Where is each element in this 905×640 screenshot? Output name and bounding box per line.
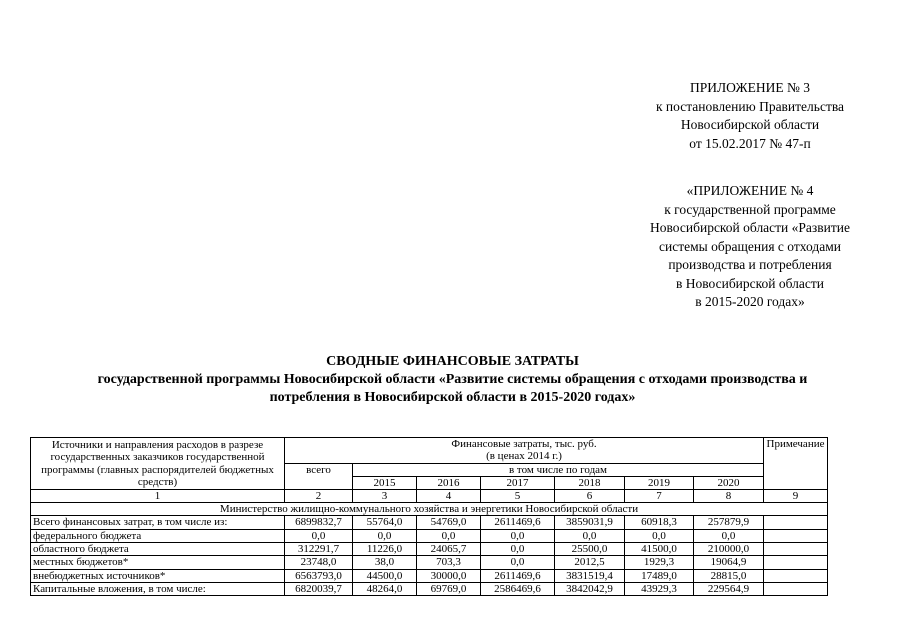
total-column-header: всего [285,463,353,490]
year-header: 2020 [694,476,764,489]
year-2019-cell: 17489,0 [625,569,694,582]
appendix-3-line: Новосибирской области [680,117,820,132]
column-number: 1 [31,490,285,503]
total-cell: 6899832,7 [285,516,353,529]
note-cell [764,569,828,582]
year-header: 2017 [481,476,555,489]
year-2019-cell: 41500,0 [625,543,694,556]
year-header: 2019 [625,476,694,489]
note-cell [764,556,828,569]
total-cell: 6820039,7 [285,582,353,595]
year-2018-cell: 3831519,4 [555,569,625,582]
year-2015-cell: 11226,0 [353,543,417,556]
total-cell: 0,0 [285,529,353,542]
year-2018-cell: 2012,5 [555,556,625,569]
appendix-4-line: в Новосибирской области [675,275,825,291]
table-body [31,516,828,596]
year-2017-cell: 2611469,6 [481,569,555,582]
year-2020-cell: 28815,0 [694,569,764,582]
title-line-1: СВОДНЫЕ ФИНАНСОВЫЕ ЗАТРАТЫ [326,354,579,369]
year-2018-cell: 3842042,9 [555,582,625,595]
year-2020-cell: 257879,9 [694,516,764,529]
year-header: 2015 [353,476,417,489]
total-cell: 6563793,0 [285,569,353,582]
note-cell [764,543,828,556]
column-number: 4 [417,490,481,503]
year-2019-cell: 0,0 [625,529,694,542]
section-title: Министерство жилищно-коммунального хозяйства и энергетики Новосибирской области [31,503,828,516]
costs-header-line: (в ценах 2014 г.) [486,450,562,463]
year-2016-cell: 24065,7 [417,543,481,556]
year-2016-cell: 54769,0 [417,516,481,529]
year-2020-cell: 19064,9 [694,556,764,569]
year-2020-cell: 229564,9 [694,582,764,595]
year-header: 2018 [555,476,625,489]
year-2015-cell: 48264,0 [353,582,417,595]
year-2015-cell: 44500,0 [353,569,417,582]
note-cell [764,582,828,595]
column-number: 9 [764,490,828,503]
column-number: 5 [481,490,555,503]
column-numbers-row [31,490,828,503]
table-row [31,516,828,529]
appendix-3-line: ПРИЛОЖЕНИЕ № 3 [689,80,811,95]
title-line-3: потребления в Новосибирской области в 2015-2020 годах» [269,390,636,405]
row-label: федерального бюджета [31,529,285,542]
year-2017-cell: 0,0 [481,529,555,542]
title-line-2: государственной программы Новосибирской области «Развитие системы обращения с отходами производства и [97,372,808,387]
table-row [31,543,828,556]
total-cell: 23748,0 [285,556,353,569]
source-column-header: Источники и направления расходов в разрезе государственных заказчиков государственной программы (главных распорядителей бюджетных средств) [31,438,285,490]
year-2015-cell: 0,0 [353,529,417,542]
year-2017-cell: 0,0 [481,543,555,556]
year-2017-cell: 0,0 [481,556,555,569]
column-number: 2 [285,490,353,503]
year-2015-cell: 55764,0 [353,516,417,529]
year-2018-cell: 25500,0 [555,543,625,556]
appendix-3-line: к постановлению Правительства [655,98,845,114]
appendix-4-line: Новосибирской области «Развитие [650,220,850,235]
costs-column-header [285,438,764,464]
row-label: внебюджетных источников* [31,569,285,582]
column-number: 8 [694,490,764,503]
year-2020-cell: 0,0 [694,529,764,542]
appendix-4-line: системы обращения с отходами [659,238,841,254]
appendix-4-line: в 2015-2020 годах» [695,294,805,309]
column-number: 3 [353,490,417,503]
year-2018-cell: 0,0 [555,529,625,542]
appendix-4-header [600,182,900,312]
note-cell [764,516,828,529]
year-2017-cell: 2586469,6 [481,582,555,595]
appendix-4-line: производства и потребления [668,257,832,272]
table-row [31,569,828,582]
year-2019-cell: 1929,3 [625,556,694,569]
table-row [31,529,828,542]
note-cell [764,529,828,542]
appendix-3-header [610,79,890,153]
row-label: областного бюджета [31,543,285,556]
row-label: Всего финансовых затрат, в том числе из: [31,516,285,529]
year-header: 2016 [417,476,481,489]
year-2016-cell: 30000,0 [417,569,481,582]
column-number: 7 [625,490,694,503]
year-2018-cell: 3859031,9 [555,516,625,529]
year-2016-cell: 703,3 [417,556,481,569]
costs-header-line: Финансовые затраты, тыс. руб. [451,438,597,450]
financial-costs-table [30,437,828,596]
total-cell: 312291,7 [285,543,353,556]
table-row [31,556,828,569]
row-label: Капитальные вложения, в том числе: [31,582,285,595]
appendix-4-line: к государственной программе [664,201,836,217]
year-2015-cell: 38,0 [353,556,417,569]
appendix-3-line: от 15.02.2017 № 47-п [689,135,811,151]
year-2017-cell: 2611469,6 [481,516,555,529]
year-2016-cell: 0,0 [417,529,481,542]
year-2019-cell: 43929,3 [625,582,694,595]
year-2019-cell: 60918,3 [625,516,694,529]
row-label: местных бюджетов* [31,556,285,569]
table-row [31,582,828,595]
by-years-header: в том числе по годам [353,463,764,476]
year-2016-cell: 69769,0 [417,582,481,595]
column-number: 6 [555,490,625,503]
section-row [31,503,828,516]
note-column-header: Примечание [764,438,828,490]
document-title [30,353,875,407]
appendix-4-line: «ПРИЛОЖЕНИЕ № 4 [686,183,814,198]
year-2020-cell: 210000,0 [694,543,764,556]
